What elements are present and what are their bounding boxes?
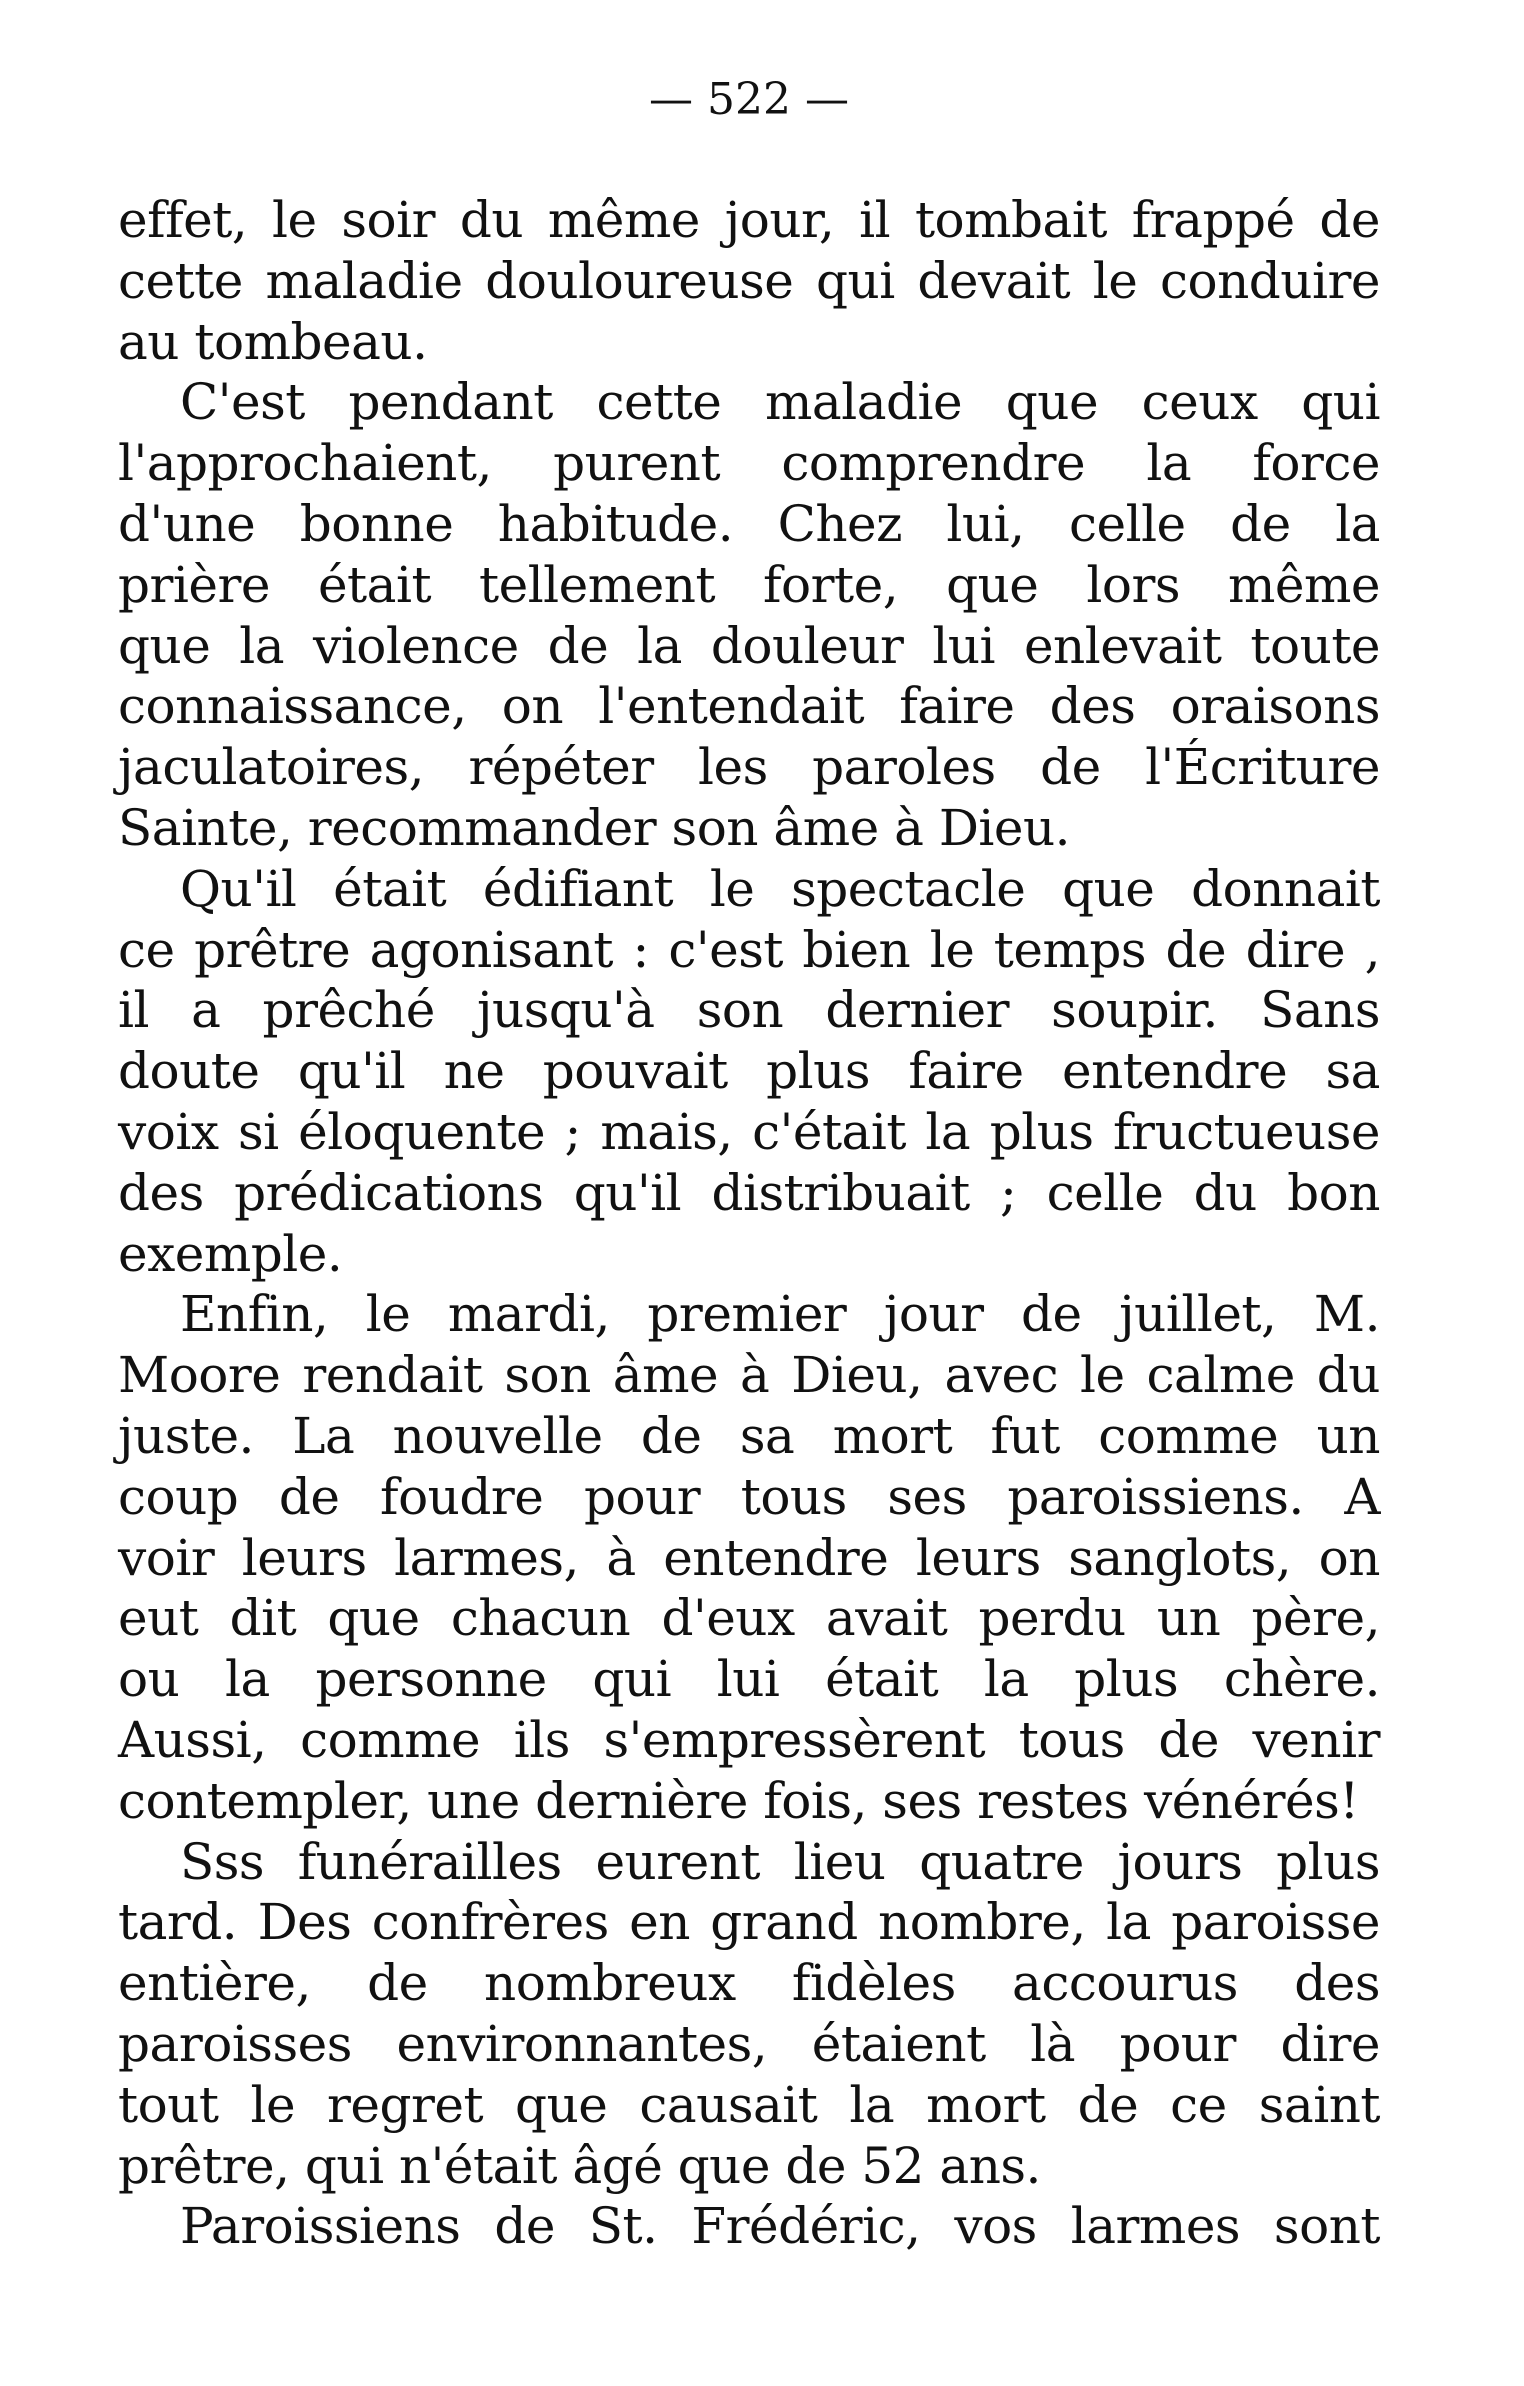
text-line: C'est pendant cette maladie que ceux qui <box>180 373 1380 432</box>
text-line: Aussi, comme ils s'empressèrent tous de venir <box>118 1710 1380 1769</box>
text-line: cette maladie douloureuse qui devait le conduire <box>118 251 1380 310</box>
text-line: Paroissiens de St. Frédéric, vos larmes sont <box>180 2197 1380 2256</box>
text-line: jaculatoires, répéter les paroles de l'Écriture <box>118 738 1380 797</box>
text-line: Moore rendait son âme à Dieu, avec le calme du <box>118 1346 1380 1405</box>
text-line: entière, de nombreux fidèles accourus des <box>118 1954 1380 2013</box>
text-line: Sainte, recommander son âme à Dieu. <box>118 798 1071 857</box>
text-line: des prédications qu'il distribuait ; celle du bon <box>118 1163 1380 1222</box>
text-line: effet, le soir du même jour, il tombait frappé de <box>118 191 1380 249</box>
text-line: au tombeau. <box>118 312 428 371</box>
text-line: Sss funérailles eurent lieu quatre jours plus <box>180 1832 1380 1891</box>
text-line: exemple. <box>118 1224 343 1283</box>
text-line: eut dit que chacun d'eux avait perdu un père, <box>118 1589 1380 1648</box>
text-line: tard. Des confrères en grand nombre, la paroisse <box>118 1893 1380 1952</box>
text-line: juste. La nouvelle de sa mort fut comme un <box>118 1406 1380 1465</box>
text-line: l'approchaient, purent comprendre la force <box>118 434 1380 493</box>
body-text <box>118 190 1380 2257</box>
text-line: coup de foudre pour tous ses paroissiens. A <box>118 1467 1380 1526</box>
text-line: voix si éloquente ; mais, c'était la plus fructueuse <box>118 1102 1380 1161</box>
text-line: paroisses environnantes, étaient là pour dire <box>118 2014 1380 2073</box>
text-line: contempler, une dernière fois, ses restes vénérés! <box>118 1771 1359 1830</box>
text-line: il a prêché jusqu'à son dernier soupir. Sans <box>118 981 1380 1040</box>
text-line: doute qu'il ne pouvait plus faire entendre sa <box>118 1042 1380 1101</box>
text-line: Enfin, le mardi, premier jour de juillet, M. <box>180 1285 1380 1344</box>
text-line: connaissance, on l'entendait faire des oraisons <box>118 677 1380 736</box>
text-line: ou la personne qui lui était la plus chère. <box>118 1650 1380 1709</box>
book-page <box>118 70 1380 2257</box>
text-line: que la violence de la douleur lui enlevait toute <box>118 616 1380 675</box>
text-line: prêtre, qui n'était âgé que de 52 ans. <box>118 2136 1041 2195</box>
text-line: prière était tellement forte, que lors même <box>118 555 1380 614</box>
text-line: d'une bonne habitude. Chez lui, celle de la <box>118 494 1380 553</box>
text-line: Qu'il était édifiant le spectacle que donnait <box>180 859 1380 918</box>
text-line: ce prêtre agonisant : c'est bien le temps de dire , <box>118 920 1380 979</box>
text-line: tout le regret que causait la mort de ce saint <box>118 2075 1380 2134</box>
page-number-header: — 522 — <box>649 74 849 125</box>
text-line: voir leurs larmes, à entendre leurs sanglots, on <box>118 1528 1380 1587</box>
